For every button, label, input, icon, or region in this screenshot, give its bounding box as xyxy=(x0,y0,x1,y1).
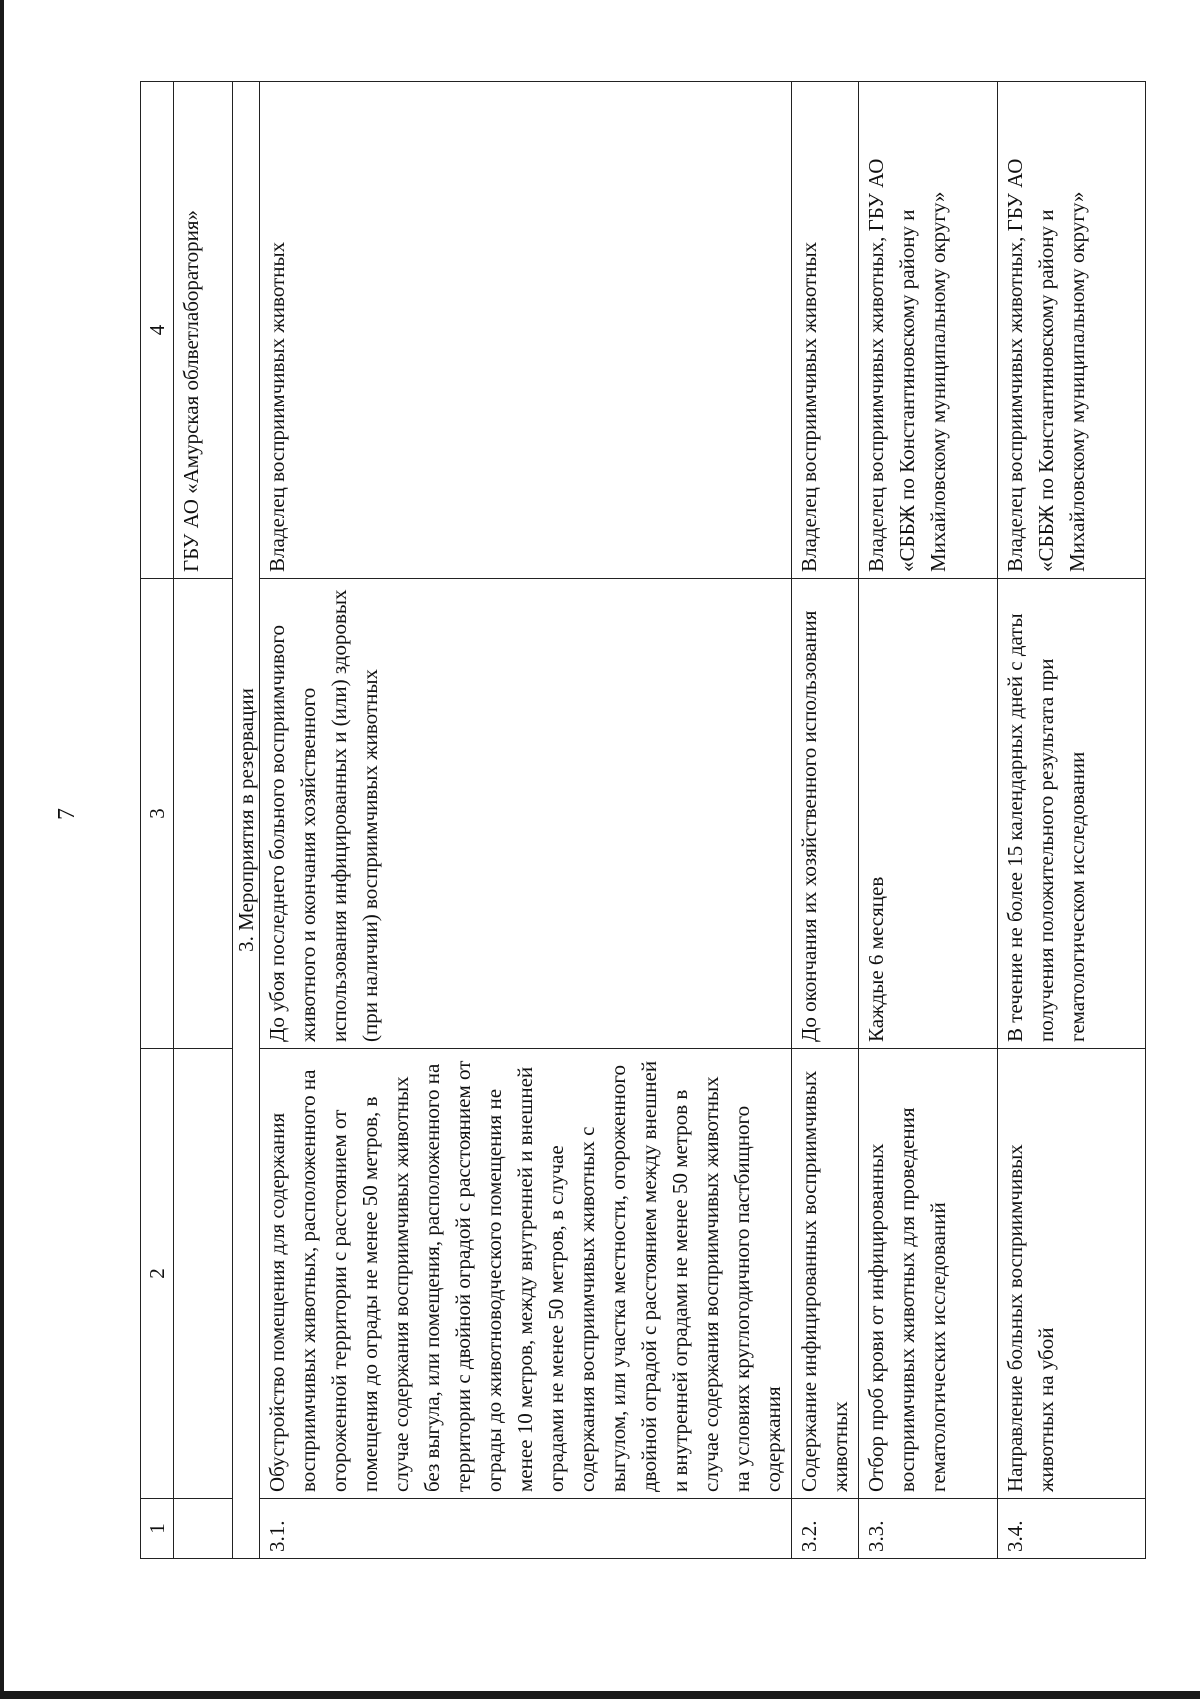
table-row xyxy=(260,82,792,1559)
cell-num: 3.2. xyxy=(792,1499,859,1559)
table-row xyxy=(998,82,1146,1559)
header-cell-3: 3 xyxy=(141,579,174,1049)
cell-event xyxy=(174,1049,233,1499)
cell-event: Направление больных восприимчивых животных на убой xyxy=(998,1049,1146,1499)
measures-table xyxy=(140,81,1146,1559)
section-title: 3. Мероприятия в резервации xyxy=(233,82,260,1559)
page-left-edge xyxy=(0,0,4,1699)
header-cell-1: 1 xyxy=(141,1499,174,1559)
cell-num xyxy=(174,1499,233,1559)
table-header-row xyxy=(141,82,174,1559)
cell-term xyxy=(174,579,233,1049)
table-row xyxy=(859,82,998,1559)
table-row xyxy=(792,82,859,1559)
cell-event: Отбор проб крови от инфицированных восприимчивых животных для проведения гематологических исследований xyxy=(859,1049,998,1499)
cell-event: Обустройство помещения для содержания восприимчивых животных, расположенного на огороженной территории с расстоянием от помещения до ограды не менее 50 метров, в случае содержания восприимчивых животных без выгула, или помещения, расположенного на территории с двойной оградой с расстоянием от ограды до животноводческого помещения не менее 10 метров, между внутренней и внешней оградами не менее 50 метров, в случае содержания восприимчивых животных с выгулом, или участка местности, огороженного двойной оградой с расстоянием между внешней и внутренней оградами не менее 50 метров в случае содержания восприимчивых животных на условиях круглогодичного пастбищного содержания xyxy=(260,1049,792,1499)
header-cell-2: 2 xyxy=(141,1049,174,1499)
cell-num: 3.4. xyxy=(998,1499,1146,1559)
table-row-previous xyxy=(174,82,233,1559)
section-row xyxy=(233,82,260,1559)
cell-term: До окончания их хозяйственного использования xyxy=(792,579,859,1049)
cell-num: 3.3. xyxy=(859,1499,998,1559)
cell-term: До убоя последнего больного восприимчивого животного и окончания хозяйственного использования инфицированных и (или) здоровых (при наличии) восприимчивых животных xyxy=(260,579,792,1049)
cell-responsible: Владелец восприимчивых животных xyxy=(792,82,859,579)
cell-term: В течение не более 15 календарных дней с даты получения положительного результата при гематологическом исследовании xyxy=(998,579,1146,1049)
cell-responsible: Владелец восприимчивых животных, ГБУ АО «СББЖ по Константиновскому району и Михайловскому муниципальному округу» xyxy=(998,82,1146,579)
cell-term: Каждые 6 месяцев xyxy=(859,579,998,1049)
cell-responsible: ГБУ АО «Амурская облветлаборатория» xyxy=(174,82,233,579)
cell-responsible: Владелец восприимчивых животных, ГБУ АО «СББЖ по Константиновскому району и Михайловскому муниципальному округу» xyxy=(859,82,998,579)
rotated-table-container xyxy=(140,82,1089,1559)
cell-event: Содержание инфицированных восприимчивых животных xyxy=(792,1049,859,1499)
cell-num: 3.1. xyxy=(260,1499,792,1559)
cell-responsible: Владелец восприимчивых животных xyxy=(260,82,792,579)
page-number: 7 xyxy=(54,808,80,820)
page-bottom-edge xyxy=(0,1691,1200,1699)
header-cell-4: 4 xyxy=(141,82,174,579)
